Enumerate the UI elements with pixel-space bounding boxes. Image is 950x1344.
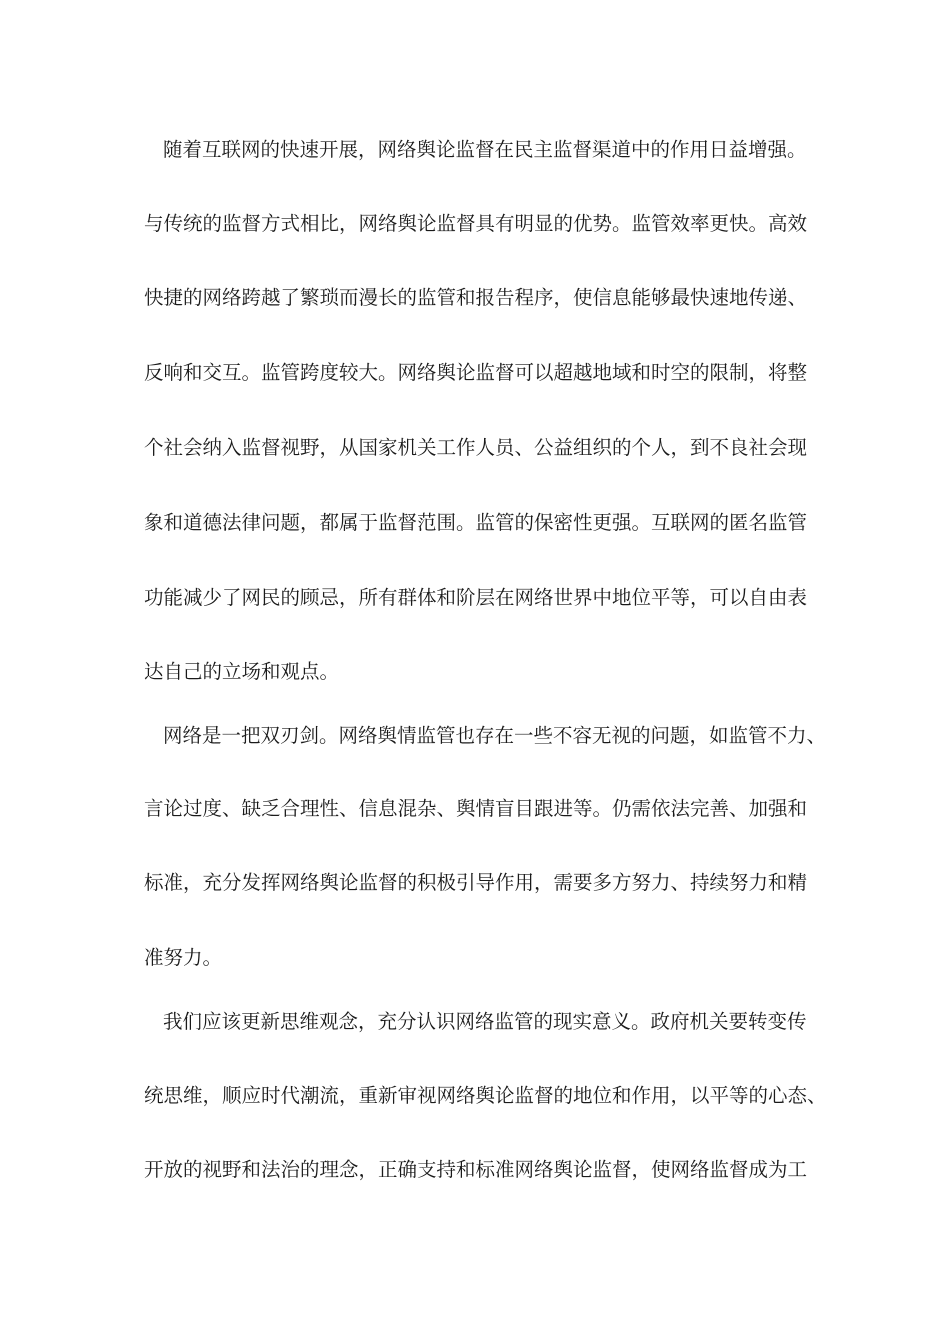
paragraph-2-line-3: 标准，充分发挥网络舆论监督的积极引导作用，需要多方努力、持续努力和精 (144, 871, 808, 894)
paragraph-1-line-6: 象和道德法律问题，都属于监督范围。监管的保密性更强。互联网的匿名监管 (144, 511, 808, 534)
paragraph-3-line-1: 我们应该更新思维观念，充分认识网络监管的现实意义。政府机关要转变传 (163, 1010, 807, 1033)
paragraph-1-line-7: 功能减少了网民的顾忌，所有群体和阶层在网络世界中地位平等，可以自由表 (144, 586, 808, 609)
paragraph-1-line-2: 与传统的监督方式相比，网络舆论监督具有明显的优势。监管效率更快。高效 (144, 212, 808, 235)
paragraph-1-line-3: 快捷的网络跨越了繁琐而漫长的监管和报告程序，使信息能够最快速地传递、 (144, 286, 808, 309)
paragraph-3-line-2: 统思维，顺应时代潮流，重新审视网络舆论监督的地位和作用，以平等的心态、 (144, 1084, 827, 1107)
paragraph-2-line-2: 言论过度、缺乏合理性、信息混杂、舆情盲目跟进等。仍需依法完善、加强和 (144, 797, 808, 820)
paragraph-1-line-1: 随着互联网的快速开展，网络舆论监督在民主监督渠道中的作用日益增强。 (163, 138, 807, 161)
paragraph-2-line-4: 准努力。 (144, 946, 223, 969)
paragraph-1-line-4: 反响和交互。监管跨度较大。网络舆论监督可以超越地域和时空的限制，将整 (144, 361, 808, 384)
paragraph-3-line-3: 开放的视野和法治的理念，正确支持和标准网络舆论监督，使网络监督成为工 (144, 1158, 808, 1181)
paragraph-1-line-8: 达自己的立场和观点。 (144, 660, 340, 683)
paragraph-2-line-1: 网络是一把双刃剑。网络舆情监管也存在一些不容无视的问题，如监管不力、 (163, 724, 827, 747)
paragraph-1-line-5: 个社会纳入监督视野，从国家机关工作人员、公益组织的个人，到不良社会现 (144, 436, 808, 459)
